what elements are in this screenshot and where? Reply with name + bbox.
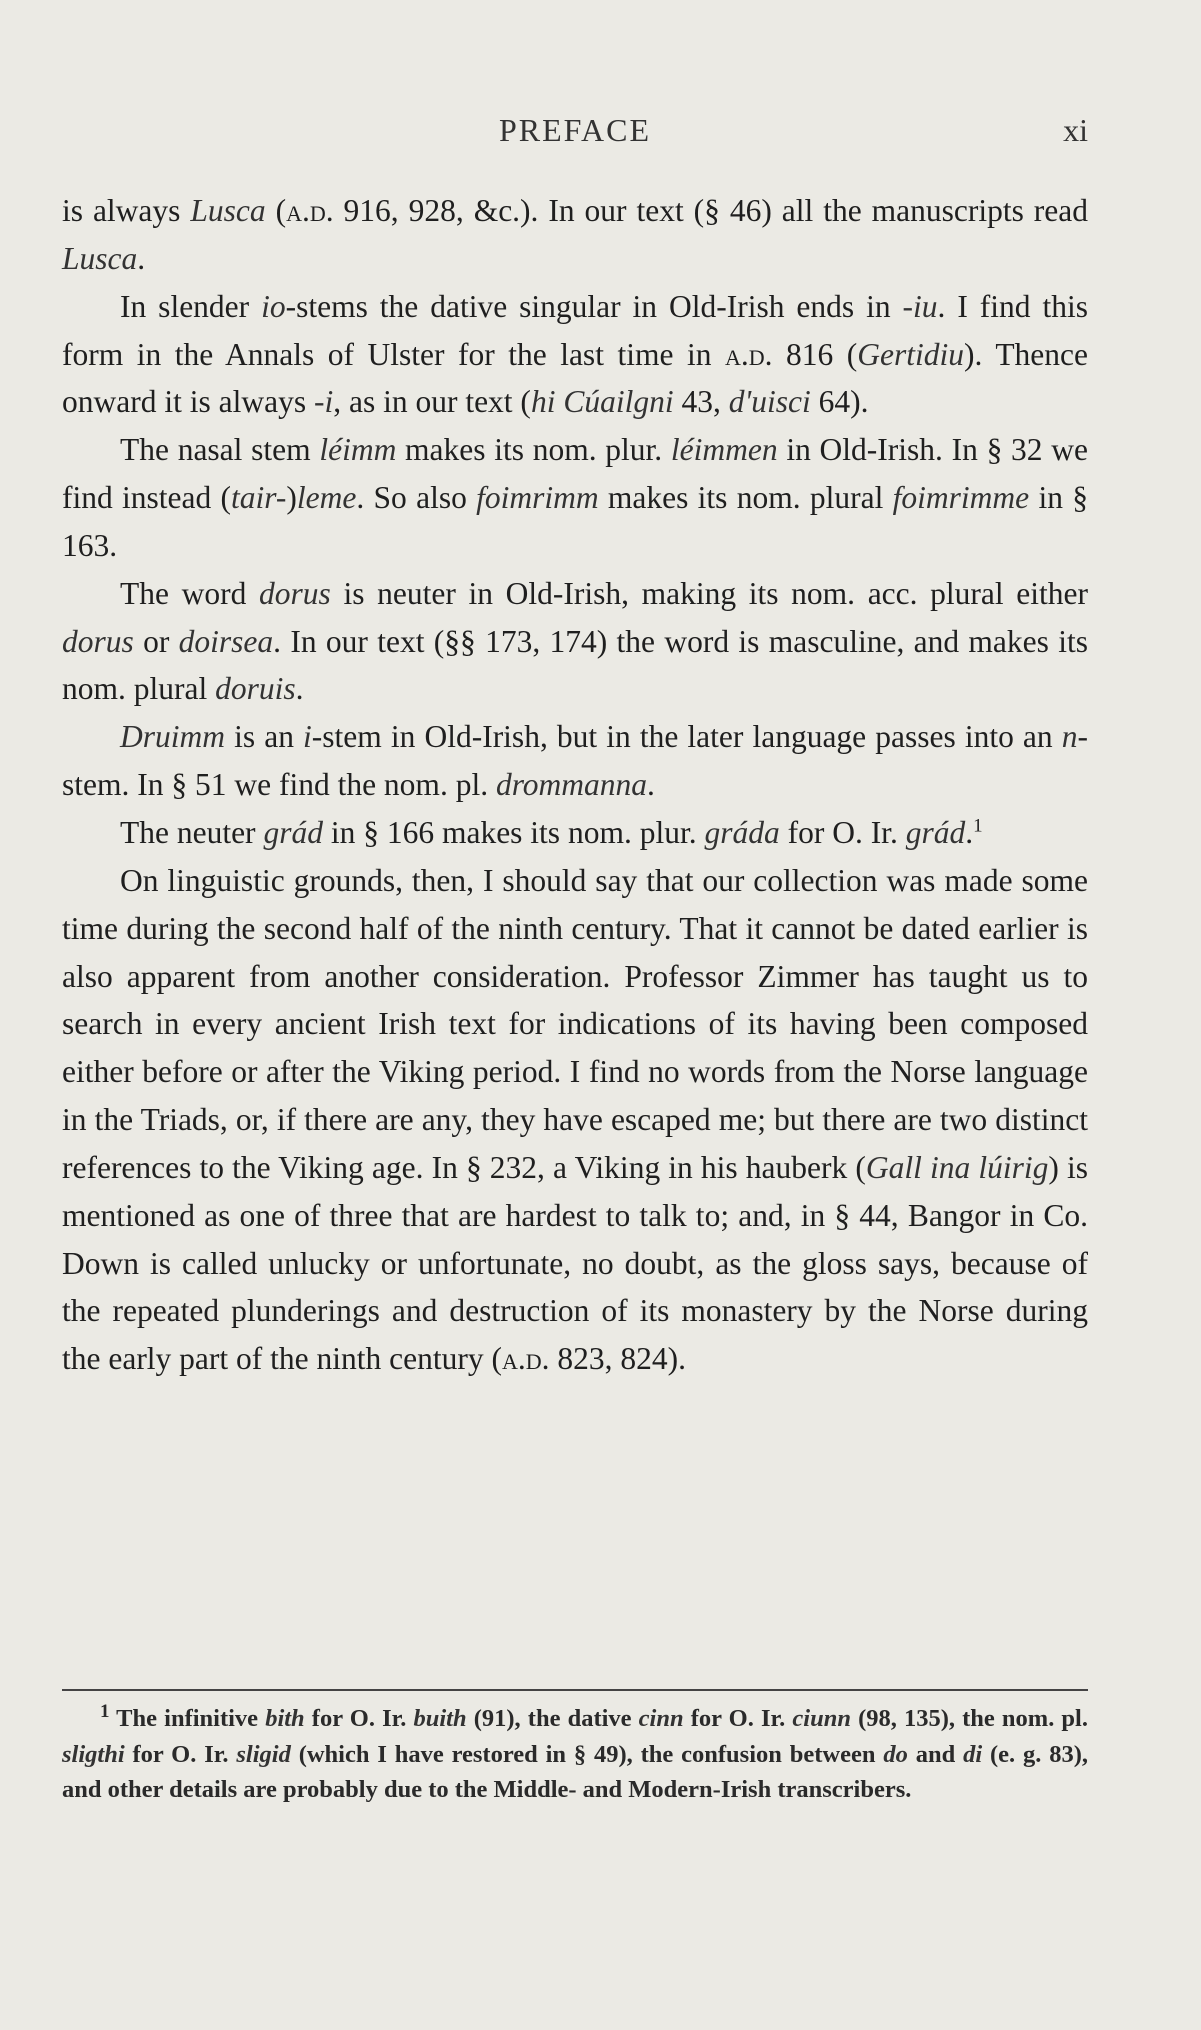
italic-term: dorus (62, 623, 134, 659)
paragraph-io-stems (62, 283, 1088, 427)
small-caps-text: a.d. (724, 336, 773, 372)
page-number: xi (1063, 112, 1088, 148)
text-segment: 64). (810, 384, 869, 420)
paragraph-grad (62, 809, 1088, 857)
text-segment: in Old-Irish. In § 32 we find instead ( (62, 432, 1088, 516)
text-segment: is neuter in Old-Irish, making its nom. acc. plural either (330, 575, 1088, 611)
text-segment: . So also (356, 480, 477, 516)
text-segment: in § 166 makes its nom. plur. (322, 814, 705, 850)
text-segment: . In our text (§§ 173, 174) the word is masculine, and makes its nom. plural (62, 623, 1088, 707)
italic-term: sligthi (62, 1740, 125, 1768)
italic-term: Gertidiu (857, 336, 965, 372)
italic-term: grád (263, 814, 323, 850)
italic-term: drommanna (495, 767, 648, 803)
footnote-number: 1 (100, 1700, 110, 1722)
page-header (62, 112, 1088, 162)
text-segment: 816 ( (772, 336, 858, 372)
italic-term: leme (296, 480, 357, 516)
italic-term: foimrimm (476, 480, 599, 516)
italic-term: foimrimme (892, 480, 1030, 516)
italic-term: hi Cúailgni (530, 384, 674, 420)
text-segment: (e. g. 83), and other details are probably due to the Middle- and Modern-Irish transcribers. (62, 1740, 1089, 1803)
italic-term: cinn (638, 1705, 684, 1732)
text-segment: . (137, 240, 146, 276)
italic-term: -iu (902, 288, 938, 324)
text-segment: The word (120, 575, 260, 611)
italic-term: doruis (215, 671, 296, 707)
text-segment: for O. Ir. (304, 1705, 414, 1732)
text-segment: for O. Ir. (124, 1740, 237, 1768)
italic-term: i (303, 719, 312, 755)
small-caps-text: a.d. (286, 193, 334, 228)
text-segment: The infinitive (109, 1705, 266, 1732)
text-segment: ). Thence onward it is always (62, 336, 1089, 420)
text-segment: (98, 135), the nom. pl. (850, 1705, 1088, 1732)
paragraph-nasal-stem (62, 426, 1088, 570)
text-segment: is an (225, 719, 304, 755)
footnotes (62, 1701, 1088, 1808)
text-segment: (91), the dative (466, 1705, 639, 1732)
text-segment: 43, (673, 384, 729, 420)
text-segment: . (647, 767, 655, 803)
text-segment: in § 163. (62, 480, 1088, 563)
text-segment: 823, 824). (549, 1341, 686, 1377)
paragraph-linguistic-grounds (62, 857, 1088, 1383)
footnote-divider (62, 1689, 1088, 1691)
text-segment: makes its nom. plur. (396, 432, 671, 468)
paragraph-lusca (62, 187, 1088, 283)
text-segment: . (295, 671, 304, 707)
text-segment: ) (286, 480, 297, 516)
text-segment: , as in our text ( (333, 384, 531, 420)
text-segment: -stem. In § 51 we find the nom. pl. (62, 719, 1088, 803)
text-segment: On linguistic grounds, then, I should say that our collection was made some time during the second half of the ninth century. That it cannot be dated earlier is also apparent from another consideration. Professor Zimmer has taught us to search in every ancient Irish text for indications of its having been composed either before or after the Viking period. I find no words from the Norse language in the Triads, or, if there are any, they have escaped me; but there are two distinct references to the Viking age. In § 232, a Viking in his hauberk ( (62, 862, 1088, 1185)
italic-term: do (883, 1740, 908, 1768)
body-text (62, 187, 1088, 1383)
text-segment: 916, 928, &c.). In our text (§ 46) all the manuscripts read (333, 193, 1088, 228)
text-segment: (which I have restored in § 49), the confusion between (290, 1740, 884, 1768)
italic-term: buith (413, 1705, 467, 1732)
paragraph-druimm (62, 713, 1088, 809)
text-segment: for O. Ir. (779, 814, 906, 850)
italic-term: Druimm (120, 719, 226, 755)
italic-term: doirsea (178, 623, 274, 659)
paragraph-dorus (62, 570, 1088, 714)
small-caps-text: a.d. (501, 1341, 550, 1377)
italic-term: tair- (231, 480, 287, 516)
italic-term: gráda (704, 814, 780, 850)
italic-term: -i (313, 384, 334, 420)
italic-term: d'uisci (728, 384, 811, 420)
italic-term: Lusca (190, 193, 266, 228)
text-segment: is always (62, 193, 191, 228)
text-segment: . (965, 814, 974, 850)
text-segment: The neuter (120, 814, 264, 850)
italic-term: léimm (319, 432, 397, 468)
text-segment: ( (265, 193, 287, 228)
footnote-marker: 1 (973, 815, 983, 837)
italic-term: grád (905, 814, 966, 850)
text-segment: The nasal stem (120, 432, 320, 468)
italic-term: io (261, 288, 286, 324)
text-segment: -stem in Old-Irish, but in the later language passes into an (311, 719, 1062, 755)
text-segment: ) is mentioned as one of three that are hardest to talk to; and, in § 44, Bangor in Co. Down is called unlucky or unfortunate, no doubt, as the gloss says, because of the repeated plunderings and destruction of its monastery by the Norse during the early part of the ninth century ( (62, 1149, 1089, 1377)
italic-term: ciunn (792, 1705, 851, 1732)
text-segment: In slender (120, 288, 262, 324)
footnote-1 (62, 1701, 1088, 1808)
italic-term: Gall ina lúirig (865, 1149, 1049, 1185)
italic-term: dorus (259, 575, 331, 611)
text-segment: makes its nom. plural (598, 480, 893, 516)
italic-term: n (1061, 719, 1078, 755)
text-segment: . I find this form in the Annals of Ulster for the last time in (62, 288, 1088, 372)
italic-term: léimmen (670, 432, 778, 468)
italic-term: sligid (236, 1740, 291, 1768)
text-segment: or (133, 623, 179, 659)
italic-term: Lusca (62, 240, 138, 276)
running-title: PREFACE (498, 112, 652, 148)
italic-term: bith (265, 1705, 305, 1732)
italic-term: di (963, 1740, 983, 1768)
text-segment: -stems the dative singular in Old-Irish ends in (285, 288, 903, 324)
text-segment: for O. Ir. (683, 1705, 793, 1732)
text-segment: and (907, 1740, 964, 1768)
